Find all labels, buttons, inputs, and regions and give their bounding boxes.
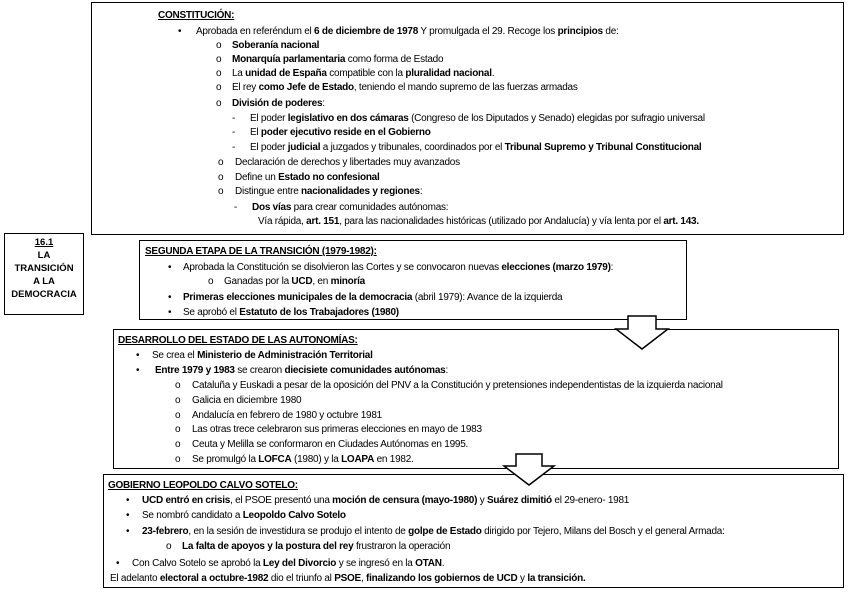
list-item: El poder judicial a juzgados y tribunales, coordinados por el Tribunal Supremo y Tribunal Constitucional — [250, 142, 702, 153]
list-item: Las otras trece celebraron sus primeras elecciones en mayo de 1983 — [192, 424, 482, 435]
list-item: Con Calvo Sotelo se aprobó la Ley del Divorcio y se ingresó en la OTAN. — [132, 558, 445, 569]
list-item-continuation: Vía rápida, art. 151, para las nacionalidades históricas (utilizado por Andalucía) y vía lenta por el art. 143. — [258, 216, 699, 227]
closing-line: El adelanto electoral a octubre-1982 dio el triunfo al PSOE, finalizando los gobiernos de UCD y la transición. — [110, 573, 586, 584]
autonomias-title: DESARROLLO DEL ESTADO DE LAS AUTONOMÍAS: — [118, 335, 358, 346]
circle-bullet-icon: o — [166, 541, 172, 552]
section-title-line-1: LA — [37, 250, 51, 261]
list-item: Primeras elecciones municipales de la democracia (abril 1979): Avance de la izquierda — [183, 292, 563, 303]
list-item: La unidad de España compatible con la pluralidad nacional. — [232, 68, 495, 79]
down-arrow-icon — [501, 453, 557, 487]
circle-bullet-icon: o — [175, 395, 181, 406]
down-arrow-icon — [614, 315, 670, 351]
list-item: Ganadas por la UCD, en minoría — [224, 276, 365, 287]
section-number: 16.1 — [34, 237, 54, 248]
bullet-icon: • — [168, 262, 172, 273]
list-item: Aprobada en referéndum el 6 de diciembre de 1978 Y promulgada el 29. Recoge los principios de: — [196, 26, 619, 37]
bullet-icon: • — [136, 350, 140, 361]
bullet-icon: • — [126, 526, 130, 537]
circle-bullet-icon: o — [175, 454, 181, 465]
circle-bullet-icon: o — [175, 439, 181, 450]
dash-bullet-icon: - — [232, 127, 236, 138]
list-item: La falta de apoyos y la postura del rey frustraron la operación — [182, 541, 451, 552]
constitucion-title: CONSTITUCIÓN: — [158, 10, 235, 21]
list-item: El rey como Jefe de Estado, teniendo el mando supremo de las fuerzas armadas — [232, 82, 578, 93]
circle-bullet-icon: o — [216, 82, 222, 93]
bullet-icon: • — [136, 365, 140, 376]
list-item: Cataluña y Euskadi a pesar de la oposición del PNV a la Constitución y pretensiones independentistas de la izquierda nacional — [192, 380, 723, 391]
circle-bullet-icon: o — [208, 276, 214, 287]
list-item: Monarquía parlamentaria como forma de Estado — [232, 54, 444, 65]
section-label — [4, 233, 84, 315]
list-item: Entre 1979 y 1983 se crearon diecisiete comunidades autónomas: — [155, 365, 448, 376]
calvo-sotelo-title: GOBIERNO LEOPOLDO CALVO SOTELO: — [108, 480, 298, 491]
bullet-icon: • — [126, 495, 130, 506]
segunda-etapa-title: SEGUNDA ETAPA DE LA TRANSICIÓN (1979-1982): — [145, 246, 377, 257]
circle-bullet-icon: o — [216, 40, 222, 51]
list-item: Define un Estado no confesional — [235, 172, 380, 183]
circle-bullet-icon: o — [175, 380, 181, 391]
list-item: Ceuta y Melilla se conformaron en Ciudades Autónomas en 1995. — [192, 439, 469, 450]
bullet-icon: • — [126, 510, 130, 521]
list-item: UCD entró en crisis, el PSOE presentó una moción de censura (mayo-1980) y Suárez dimitió el 29-enero- 1981 — [142, 495, 630, 506]
dash-bullet-icon: - — [234, 202, 238, 213]
list-item: Se crea el Ministerio de Administración Territorial — [152, 350, 373, 361]
dash-bullet-icon: - — [232, 142, 236, 153]
list-item: Se nombró candidato a Leopoldo Calvo Sotelo — [142, 510, 346, 521]
list-item: El poder legislativo en dos cámaras (Congreso de los Diputados y Senado) elegidas por sufragio universal — [250, 113, 705, 124]
list-item: 23-febrero, en la sesión de investidura se produjo el intento de golpe de Estado dirigido por Tejero, Milans del Bosch y el general Armada: — [142, 526, 725, 537]
bullet-icon: • — [178, 26, 182, 37]
circle-bullet-icon: o — [218, 157, 224, 168]
list-item: Se promulgó la LOFCA (1980) y la LOAPA en 1982. — [192, 454, 414, 465]
list-item: Aprobada la Constitución se disolvieron las Cortes y se convocaron nuevas elecciones (marzo 1979): — [183, 262, 614, 273]
section-title-line-3: A LA — [33, 276, 55, 287]
bullet-icon: • — [116, 558, 120, 569]
list-item: División de poderes: — [232, 98, 325, 109]
list-item: Dos vías para crear comunidades autónomas: — [252, 202, 449, 213]
circle-bullet-icon: o — [216, 54, 222, 65]
circle-bullet-icon: o — [216, 98, 222, 109]
list-item: Soberanía nacional — [232, 40, 320, 51]
circle-bullet-icon: o — [175, 410, 181, 421]
circle-bullet-icon: o — [216, 68, 222, 79]
list-item: Galicia en diciembre 1980 — [192, 395, 302, 406]
circle-bullet-icon: o — [218, 186, 224, 197]
circle-bullet-icon: o — [175, 424, 181, 435]
dash-bullet-icon: - — [232, 113, 236, 124]
list-item: El poder ejecutivo reside en el Gobierno — [250, 127, 431, 138]
bullet-icon: • — [168, 307, 172, 318]
list-item: Se aprobó el Estatuto de los Trabajadores (1980) — [183, 307, 399, 318]
list-item: Declaración de derechos y libertades muy avanzados — [235, 157, 460, 168]
bullet-icon: • — [168, 292, 172, 303]
section-title-line-2: TRANSICIÓN — [14, 263, 74, 274]
list-item: Andalucía en febrero de 1980 y octubre 1981 — [192, 410, 382, 421]
list-item: Distingue entre nacionalidades y regiones: — [235, 186, 423, 197]
circle-bullet-icon: o — [218, 172, 224, 183]
section-title-line-4: DEMOCRACIA — [11, 289, 77, 300]
